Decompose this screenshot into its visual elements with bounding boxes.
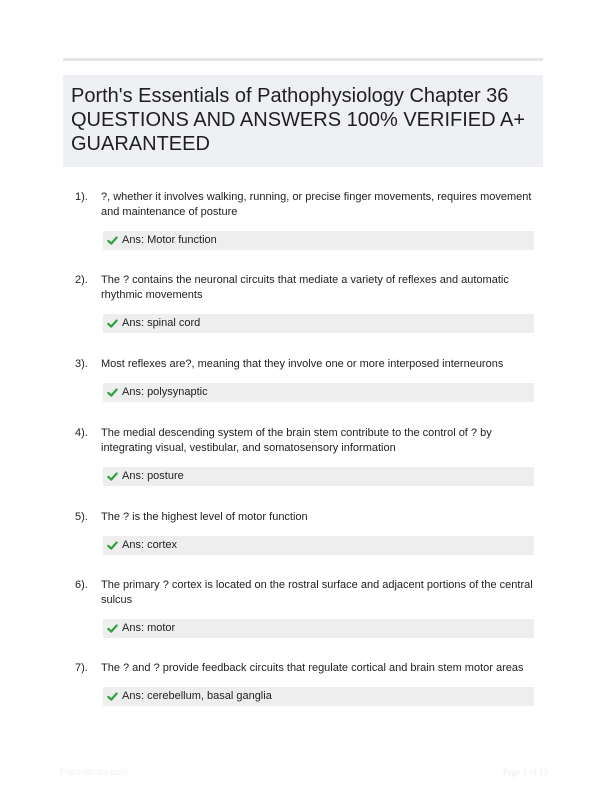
answer-box xyxy=(103,619,534,638)
answer-text: Ans: cerebellum, basal ganglia xyxy=(122,690,272,702)
answer-text: Ans: polysynaptic xyxy=(122,386,208,398)
question-number: 6). xyxy=(75,579,88,591)
answer-text: Ans: motor xyxy=(122,622,176,634)
answer-text: Ans: Motor function xyxy=(122,234,217,246)
check-icon xyxy=(107,540,118,551)
answer-box xyxy=(103,314,534,333)
footer-watermark: Paperlibrary.com xyxy=(60,767,128,777)
question-text: Most reflexes are?, meaning that they involve one or more interposed interneurons xyxy=(101,358,504,370)
question-number: 4). xyxy=(75,427,88,439)
question-number: 7). xyxy=(75,662,88,674)
question-text: The medial descending system of the brain stem contribute to the control of ? by integrating visual, vestibular, and somatosensory information xyxy=(101,427,492,454)
question-text: The ? and ? provide feedback circuits that regulate cortical and brain stem motor areas xyxy=(101,662,524,674)
check-icon xyxy=(107,691,118,702)
answer-text: Ans: posture xyxy=(122,470,184,482)
document-title: Porth's Essentials of Pathophysiology Chapter 36 QUESTIONS AND ANSWERS 100% VERIFIED A+ GUARANTEED xyxy=(71,85,526,155)
question-text: ?, whether it involves walking, running, or precise finger movements, requires movement and maintenance of posture xyxy=(101,191,532,218)
answer-box xyxy=(103,383,534,402)
answer-text: Ans: cortex xyxy=(122,539,178,551)
answer-box xyxy=(103,536,534,555)
check-icon xyxy=(107,387,118,398)
question-number: 5). xyxy=(75,511,88,523)
answer-box xyxy=(103,231,534,250)
question-text: The ? is the highest level of motor function xyxy=(101,511,308,523)
question-number: 3). xyxy=(75,358,88,370)
answer-box xyxy=(103,467,534,486)
check-icon xyxy=(107,471,118,482)
check-icon xyxy=(107,235,118,246)
answer-text: Ans: spinal cord xyxy=(122,317,201,329)
check-icon xyxy=(107,318,118,329)
question-text: The ? contains the neuronal circuits that mediate a variety of reflexes and automatic rhythmic movements xyxy=(101,274,509,301)
check-icon xyxy=(107,623,118,634)
page-number: Page 1 of 13 xyxy=(502,767,548,777)
question-number: 2). xyxy=(75,274,88,286)
answer-box xyxy=(103,687,534,706)
question-number: 1). xyxy=(75,191,88,203)
question-text: The primary ? cortex is located on the rostral surface and adjacent portions of the central sulcus xyxy=(101,579,533,606)
